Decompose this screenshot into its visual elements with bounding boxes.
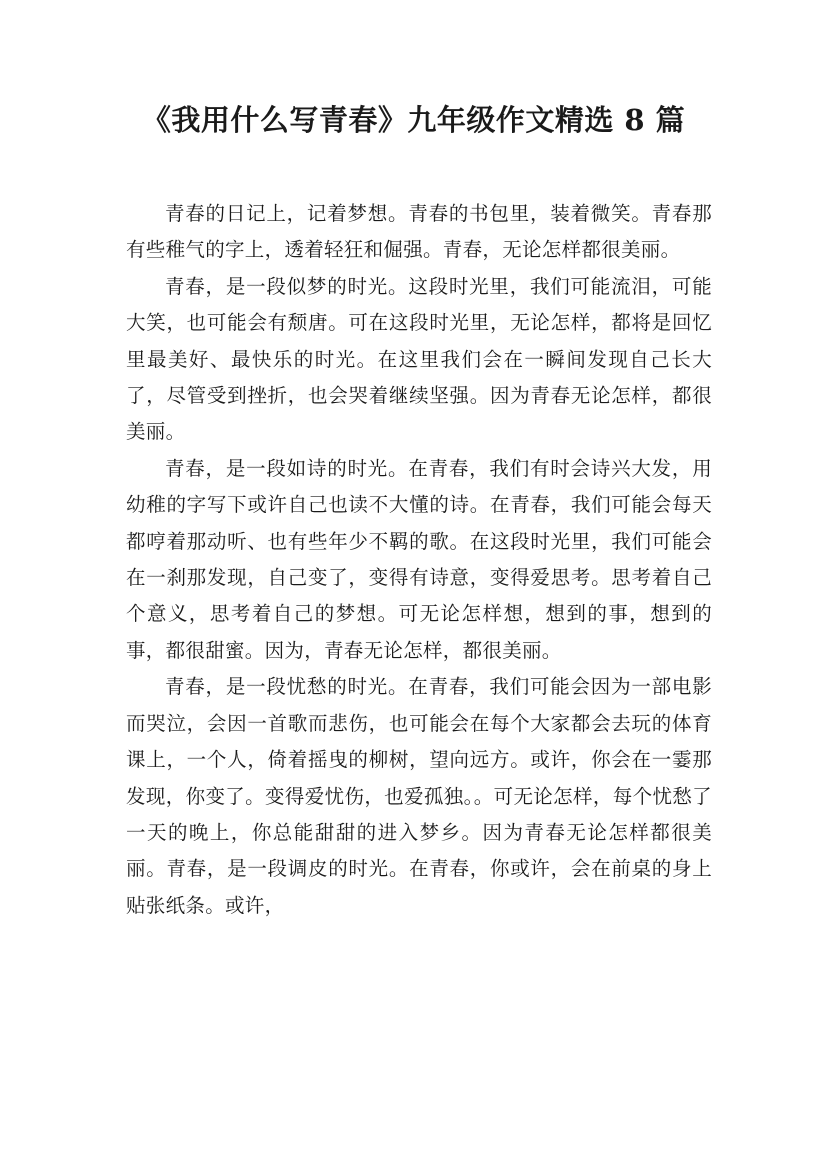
paragraph-2: 青春，是一段似梦的时光。这段时光里，我们可能流泪，可能大笑，也可能会有颓唐。可在这段时光里，无论怎样，都将是回忆里最美好、最快乐的时光。在这里我们会在一瞬间发现自己长大了，尽管受到挫折，也会哭着继续坚强。因为青春无论怎样，都很美丽。 (126, 274, 712, 444)
paragraph-4: 青春，是一段忧愁的时光。在青春，我们可能会因为一部电影而哭泣，会因一首歌而悲伤，也可能会在每个大家都会去玩的体育课上，一个人，倚着摇曳的柳树，望向远方。或许，你会在一霎那发现，你变了。变得爱忧伤，也爱孤独。。可无论怎样，每个忧愁了一天的晚上，你总能甜甜的进入梦乡。因为青春无论怎样都很美丽。青春，是一段调皮的时光。在青春，你或许，会在前桌的身上贴张纸条。或许， (126, 675, 712, 917)
paragraph-1: 青春的日记上，记着梦想。青春的书包里，装着微笑。青春那有些稚气的字上，透着轻狂和倔强。青春，无论怎样都很美丽。 (126, 202, 712, 262)
document-body (126, 196, 712, 924)
paragraph-3: 青春，是一段如诗的时光。在青春，我们有时会诗兴大发，用幼稚的字写下或许自己也读不大懂的诗。在青春，我们可能会每天都哼着那动听、也有些年少不羁的歌。在这段时光里，我们可能会在一刹那发现，自己变了，变得有诗意，变得爱思考。思考着自己个意义，思考着自己的梦想。可无论怎样想，想到的事，想到的事，都很甜蜜。因为，青春无论怎样，都很美丽。 (126, 456, 712, 662)
document-title: 《我用什么写青春》九年级作文精选 8 篇 (141, 103, 686, 137)
